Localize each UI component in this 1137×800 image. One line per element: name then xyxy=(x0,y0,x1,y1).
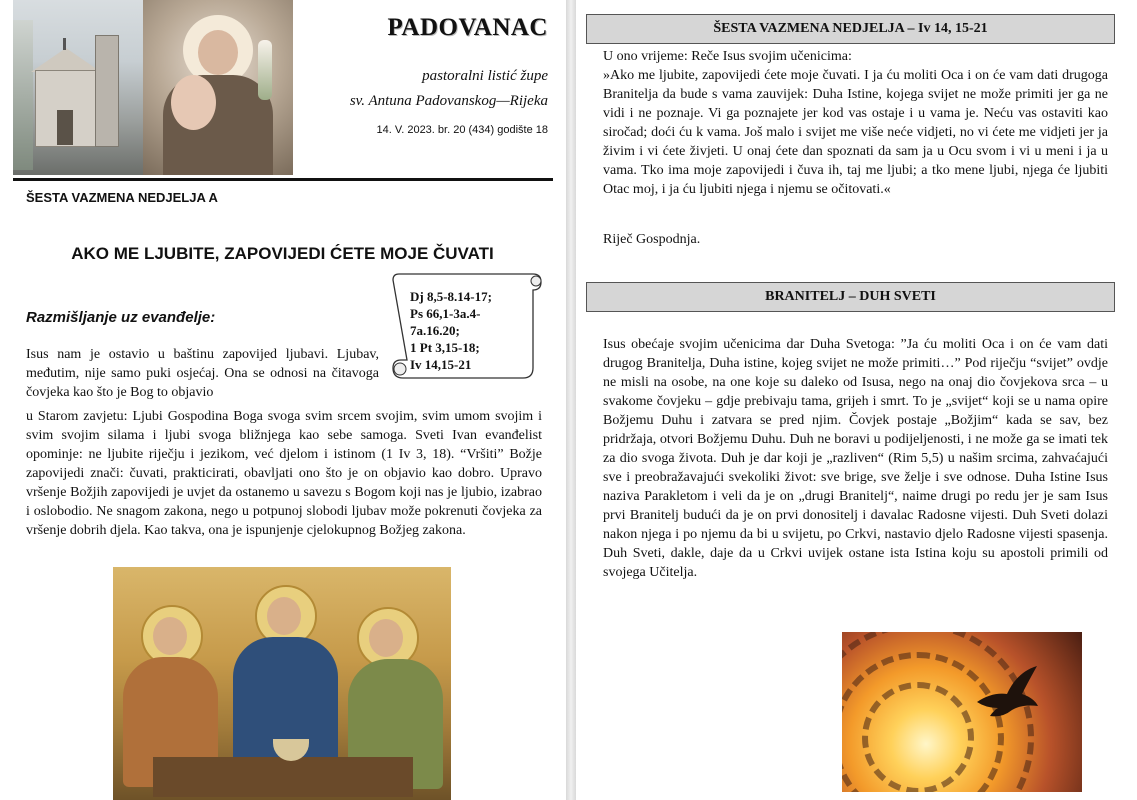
light-ring xyxy=(862,682,974,792)
angel-left-face xyxy=(153,617,187,655)
church-roof xyxy=(31,48,101,72)
branitelj-body: Isus obećaje svojim učenicima dar Duha Svetoga: ”Ja ću moliti Oca i on će vam dati drugog Branitelja, Duha istine, kojeg svijet ne može primiti…” Pod riječju “svijet” ovdje ne misli na osobe, na one koje su daleko od Isusa, nego na onaj dio čovjekova srca – u svakome čovjeku – gdje prebivaju tama, grijeh i smrt. To je „svijet“ koji se u nama opire Božjemu Duhu i zatvara se pred njim. Čovjek postaje „Božjim“ kada se sav, bez pridržaja, otvori Božjemu Duhu. Duh ne boravi u podijeljenosti, i ne može ga se imati tek za dio svoga života. Duh je dar koji je „razliven“ (Rim 5,5) u našim srcima, zahvaćajući sve i preobražavajući svekoliki život: sve brige, sve želje i sve odnose. Duha Istine Isus naziva Parakletom i veli da je on „drugi Branitelj“, naime drugi po redu jer je sam Isus prvi Branitelj budući da je on prvi donositelj i davalac Radosne vijesti. Duh Sveti dolazi nakon njega i po njemu da bi u svijetu, po Crkvi, nastavio djelo Radosne vijesti spasenja. Duh Sveti, dakle, daje da u Crkvi uvijek ostane ista Istina koju su apostoli primili od svojega Učitelja. xyxy=(603,337,1108,580)
reflection-body: u Starom zavjetu: Ljubi Gospodina Boga svoga svim srcem svojim, svim umom svojim i svim svojim silama i ljubi svoga bližnjega kao sebe samoga. Sveti Ivan evanđelist opominje: ne ljubite riječju i jezikom, već djelom i istinom (1 Iv 3, 18). “Vršiti” Božje zapovijedi znači: čuvati, prakticirati, obavljati ono što je on objavio kao dobro. Upravo vršenje Božjih zapovijedi je uvjet da ostanemo u savezu s Bogom koji nas je ljubio, izabrao i oslobodio. Ne snagom zakona, nego u potpunoj slobodi ljubav može pokrenuti čovjeka za vršenje dobrih djela. Kao takva, ona je ispunjenje cjelokupnog Božjeg zakona. xyxy=(26,409,542,538)
gospel-closing: Riječ Gospodnja. xyxy=(603,232,701,247)
left-page xyxy=(0,0,566,800)
reflection-subhead: Razmišljanje uz evanđelje: xyxy=(26,309,216,326)
reflection-intro: Isus nam je ostavio u baštinu zapovijed ljubavi. Ljubav, međutim, nije samo puki osjećaj. Ona se odnosi na čitavoga čovjeka kao što je Bog to objavio xyxy=(26,347,379,400)
gospel-text: »Ako me ljubite, zapovijedi ćete moje čuvati. I ja ću moliti Oca i on će vam dati drugoga Branitelja da bude s vama zauvijek: Duha Istine, kojega svijet ne može primiti jer ga ne vidi i ne poznaje. Vi ga poznajete jer kod vas ostaje i u vama je. Neću vas ostaviti kao siročad; doći ću k vama. Još malo i svijet me više neće vidjeti, no vi ćete me vidjeti jer ja živim i vi ćete živjeti. U onaj ćete dan spoznati da sam ja u Ocu svom i vi u meni i ja u vama. Tko ima moje zapovijedi i čuva ih, taj me ljubi; a tko mene ljubi, njega će ljubiti Otac moj, i ja ću ljubiti njega i njemu se očitovati.« xyxy=(603,68,1108,197)
reading-item: 1 Pt 3,15-18; xyxy=(410,340,480,355)
dove-icon xyxy=(972,662,1042,722)
page-gutter xyxy=(566,0,576,800)
angel-center-face xyxy=(267,597,301,635)
dove-image xyxy=(842,632,1082,792)
altar-table xyxy=(153,757,413,797)
branitelj-heading: BRANITELJ – DUH SVETI xyxy=(586,282,1115,312)
bell-tower xyxy=(95,35,119,147)
trinity-icon-image xyxy=(113,567,451,800)
saint-anthony-image xyxy=(143,0,293,175)
church-photo xyxy=(13,0,143,175)
occasion-heading: ŠESTA VAZMENA NEDJELJA A xyxy=(26,190,218,205)
masthead-subtitle-2: sv. Antuna Padovanskog—Rijeka xyxy=(349,93,548,109)
article-headline: AKO ME LJUBITE, ZAPOVIJEDI ĆETE MOJE ČUVATI xyxy=(71,244,494,263)
angel-right-face xyxy=(369,619,403,657)
gospel-intro: U ono vrijeme: Reče Isus svojim učenicima: xyxy=(603,49,852,64)
saint-head xyxy=(198,30,238,75)
masthead-divider xyxy=(13,178,553,181)
readings-list xyxy=(410,288,530,373)
reading-item: Iv 14,15-21 xyxy=(410,357,472,372)
church-door xyxy=(57,110,73,145)
issue-info: 14. V. 2023. br. 20 (434) godište 18 xyxy=(376,124,548,136)
masthead-subtitle-1: pastoralni listić župe xyxy=(422,68,548,84)
gospel-heading: ŠESTA VAZMENA NEDJELJA – Iv 14, 15-21 xyxy=(586,14,1115,44)
masthead-title: PADOVANAC xyxy=(387,14,548,41)
lily-icon xyxy=(258,40,272,100)
reading-item: Ps 66,1-3a.4-7a.16.20; xyxy=(410,306,481,338)
reading-item: Dj 8,5-8.14-17; xyxy=(410,289,492,304)
child-jesus xyxy=(171,75,216,130)
cross-icon xyxy=(63,38,66,50)
tree-shape xyxy=(13,20,33,170)
